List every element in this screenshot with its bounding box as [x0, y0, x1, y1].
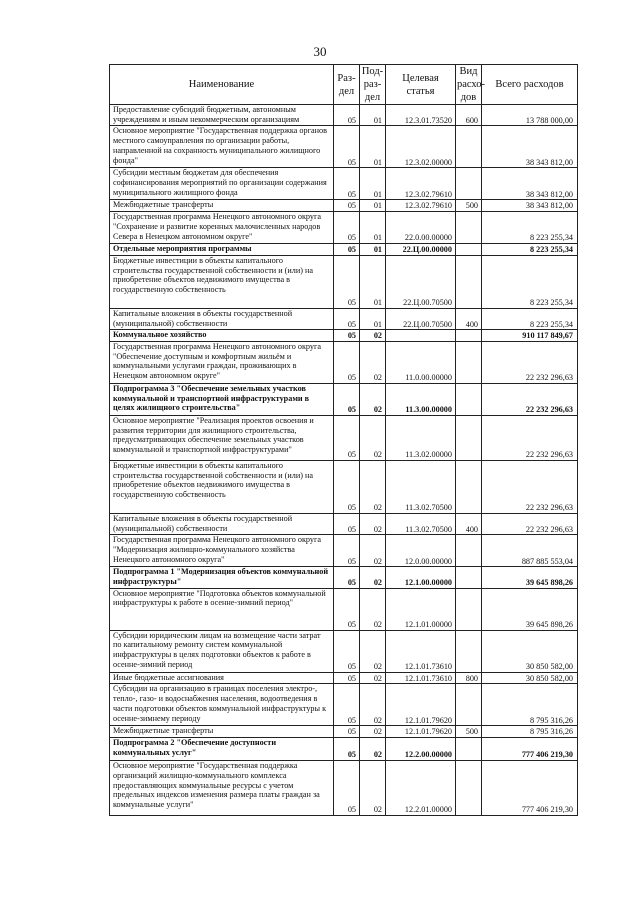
budget-table	[109, 64, 578, 816]
cell-podrazdel: 01	[360, 168, 386, 200]
cell-total: 8 795 316,26	[482, 726, 578, 738]
table-row	[110, 168, 578, 200]
table-row	[110, 126, 578, 168]
table-row	[110, 761, 578, 816]
cell-statya: 12.1.01.79620	[386, 726, 456, 738]
cell-statya: 12.3.02.79610	[386, 200, 456, 212]
cell-razdel: 05	[334, 726, 360, 738]
cell-total: 13 788 000,00	[482, 105, 578, 126]
table-row	[110, 630, 578, 672]
cell-statya	[386, 330, 456, 342]
cell-total: 887 885 553,04	[482, 535, 578, 567]
cell-name: Иные бюджетные ассигнования	[110, 672, 334, 684]
cell-razdel: 05	[334, 761, 360, 816]
cell-razdel: 05	[334, 330, 360, 342]
cell-razdel: 05	[334, 105, 360, 126]
table-row	[110, 672, 578, 684]
cell-podrazdel: 02	[360, 535, 386, 567]
cell-podrazdel: 02	[360, 341, 386, 383]
cell-statya: 12.1.01.73610	[386, 672, 456, 684]
cell-razdel: 05	[334, 630, 360, 672]
cell-vid	[456, 255, 482, 308]
cell-vid	[456, 630, 482, 672]
cell-razdel: 05	[334, 567, 360, 588]
cell-total: 777 406 219,30	[482, 738, 578, 761]
cell-podrazdel: 02	[360, 738, 386, 761]
page-number: 30	[313, 44, 327, 59]
cell-razdel: 05	[334, 738, 360, 761]
cell-vid	[456, 535, 482, 567]
cell-podrazdel: 01	[360, 200, 386, 212]
cell-name: Бюджетные инвестиции в объекты капитального строительства государственной собственности и (или) на приобретение объектов недвижимого имущества в государственную собственность	[110, 460, 334, 513]
cell-statya: 22.0.00.00000	[386, 212, 456, 244]
cell-razdel: 05	[334, 383, 360, 415]
header-statya: Целевая статья	[386, 65, 456, 105]
cell-statya: 12.3.02.79610	[386, 168, 456, 200]
cell-podrazdel: 02	[360, 726, 386, 738]
cell-total: 30 850 582,00	[482, 672, 578, 684]
cell-total: 777 406 219,30	[482, 761, 578, 816]
table-row	[110, 255, 578, 308]
cell-vid	[456, 415, 482, 460]
cell-vid	[456, 738, 482, 761]
cell-podrazdel: 02	[360, 672, 386, 684]
cell-statya: 11.3.02.70500	[386, 460, 456, 513]
cell-razdel: 05	[334, 308, 360, 329]
cell-podrazdel: 01	[360, 126, 386, 168]
cell-statya: 12.2.01.00000	[386, 761, 456, 816]
cell-statya: 12.1.00.00000	[386, 567, 456, 588]
cell-podrazdel: 02	[360, 588, 386, 630]
table-row	[110, 513, 578, 534]
cell-name: Субсидии на организацию в границах поселения электро-, тепло-, газо- и водоснабжения населения, водоотведения в части подготовки объектов коммунальной инфраструктуры к осенне-зимнему периоду	[110, 684, 334, 726]
cell-name: Предоставление субсидий бюджетным, автономным учреждениям и иным некоммерческим организациям	[110, 105, 334, 126]
cell-total: 38 343 812,00	[482, 200, 578, 212]
cell-razdel: 05	[334, 415, 360, 460]
cell-statya: 12.1.01.73610	[386, 630, 456, 672]
table-row	[110, 341, 578, 383]
table-row	[110, 567, 578, 588]
cell-name: Межбюджетные трансферты	[110, 200, 334, 212]
cell-podrazdel: 02	[360, 460, 386, 513]
table-row	[110, 212, 578, 244]
cell-total: 910 117 849,67	[482, 330, 578, 342]
cell-vid: 500	[456, 200, 482, 212]
cell-podrazdel: 02	[360, 330, 386, 342]
cell-statya: 12.1.01.79620	[386, 684, 456, 726]
header-vid: Вид расхо- дов	[457, 66, 486, 103]
cell-vid	[456, 168, 482, 200]
cell-vid	[456, 126, 482, 168]
cell-name: Государственная программа Ненецкого автономного округа "Обеспечение доступным и комфортным жильём и коммунальными услугами граждан, проживающих в Ненецком автономном округе"	[110, 341, 334, 383]
cell-podrazdel: 01	[360, 308, 386, 329]
cell-statya: 11.3.00.00000	[386, 383, 456, 415]
cell-podrazdel: 02	[360, 630, 386, 672]
cell-name: Основное мероприятие "Государственная поддержка органов местного самоуправления по организации работы, направленной на сохранность муниципального жилищного фонда"	[110, 126, 334, 168]
table-row	[110, 738, 578, 761]
cell-name: Отдельные мероприятия программы	[110, 244, 334, 256]
cell-podrazdel: 02	[360, 513, 386, 534]
cell-podrazdel: 02	[360, 383, 386, 415]
cell-statya: 22.Ц.00.00000	[386, 244, 456, 256]
cell-razdel: 05	[334, 341, 360, 383]
cell-vid	[456, 212, 482, 244]
cell-total: 38 343 812,00	[482, 126, 578, 168]
cell-statya: 12.3.01.73520	[386, 105, 456, 126]
cell-podrazdel: 02	[360, 415, 386, 460]
cell-statya: 22.Ц.00.70500	[386, 255, 456, 308]
cell-vid: 400	[456, 308, 482, 329]
table-row	[110, 308, 578, 329]
header-total: Всего расходов	[482, 65, 578, 105]
cell-name: Коммунальное хозяйство	[110, 330, 334, 342]
cell-total: 39 645 898,26	[482, 588, 578, 630]
cell-podrazdel: 02	[360, 567, 386, 588]
cell-statya: 22.Ц.00.70500	[386, 308, 456, 329]
cell-vid: 400	[456, 513, 482, 534]
cell-statya: 12.3.02.00000	[386, 126, 456, 168]
cell-total: 22 232 296,63	[482, 460, 578, 513]
cell-vid	[456, 588, 482, 630]
cell-name: Субсидии юридическим лицам на возмещение части затрат по капитальному ремонту систем коммунальной инфраструктуры в целях подготовки объектов к работе в осенне-зимний период	[110, 630, 334, 672]
table-body	[110, 105, 578, 816]
table-row	[110, 588, 578, 630]
cell-razdel: 05	[334, 588, 360, 630]
cell-total: 8 223 255,34	[482, 212, 578, 244]
table-row	[110, 415, 578, 460]
cell-name: Подпрограмма 2 "Обеспечение доступности коммунальных услуг"	[110, 738, 334, 761]
cell-total: 8 223 255,34	[482, 255, 578, 308]
cell-total: 38 343 812,00	[482, 168, 578, 200]
cell-total: 22 232 296,63	[482, 341, 578, 383]
cell-vid	[456, 684, 482, 726]
cell-total: 8 223 255,34	[482, 308, 578, 329]
cell-total: 22 232 296,63	[482, 415, 578, 460]
cell-razdel: 05	[334, 684, 360, 726]
table-row	[110, 383, 578, 415]
cell-name: Межбюджетные трансферты	[110, 726, 334, 738]
table-row	[110, 726, 578, 738]
table-row	[110, 105, 578, 126]
cell-statya: 11.3.02.70500	[386, 513, 456, 534]
cell-statya: 12.0.00.00000	[386, 535, 456, 567]
cell-total: 22 232 296,63	[482, 513, 578, 534]
cell-razdel: 05	[334, 126, 360, 168]
cell-razdel: 05	[334, 200, 360, 212]
cell-total: 39 645 898,26	[482, 567, 578, 588]
header-razdel: Раз- дел	[334, 65, 360, 105]
cell-vid	[456, 460, 482, 513]
cell-podrazdel: 02	[360, 684, 386, 726]
table-row	[110, 330, 578, 342]
cell-podrazdel: 01	[360, 244, 386, 256]
cell-name: Подпрограмма 1 "Модернизация объектов коммунальной инфраструктуры"	[110, 567, 334, 588]
cell-vid	[456, 567, 482, 588]
cell-name: Государственная программа Ненецкого автономного округа "Модернизация жилищно-коммунального хозяйства Ненецкого автономного округа"	[110, 535, 334, 567]
cell-vid	[456, 341, 482, 383]
cell-razdel: 05	[334, 212, 360, 244]
cell-name: Подпрограмма 3 "Обеспечение земельных участков коммунальной и транспортной инфраструктурами в целях жилищного строительства"	[110, 383, 334, 415]
cell-statya: 12.1.01.00000	[386, 588, 456, 630]
cell-name: Субсидии местным бюджетам для обеспечения софинансирования мероприятий по организации содержания муниципального жилищного фонда	[110, 168, 334, 200]
cell-podrazdel: 01	[360, 212, 386, 244]
header-podrazdel: Под- раз- дел	[360, 65, 386, 105]
cell-statya: 11.0.00.00000	[386, 341, 456, 383]
cell-vid: 600	[456, 105, 482, 126]
cell-statya: 12.2.00.00000	[386, 738, 456, 761]
cell-name: Государственная программа Ненецкого автономного округа "Сохранение и развитие коренных малочисленных народов Севера в Ненецком автономном округе"	[110, 212, 334, 244]
cell-total: 22 232 296,63	[482, 383, 578, 415]
header-name: Наименование	[110, 65, 334, 105]
cell-razdel: 05	[334, 672, 360, 684]
cell-name: Бюджетные инвестиции в объекты капитального строительства государственной собственности и (или) на приобретение объектов недвижимого имущества в государственную собственность	[110, 255, 334, 308]
cell-razdel: 05	[334, 513, 360, 534]
table-row	[110, 200, 578, 212]
cell-vid: 800	[456, 672, 482, 684]
cell-vid	[456, 330, 482, 342]
cell-razdel: 05	[334, 255, 360, 308]
cell-name: Основное мероприятие "Реализация проектов освоения и развития территории для жилищного строительства, предусматривающих обеспечение земельных участков коммунальной и транспортной инфраструктурами"	[110, 415, 334, 460]
cell-podrazdel: 02	[360, 761, 386, 816]
cell-statya: 11.3.02.00000	[386, 415, 456, 460]
cell-podrazdel: 01	[360, 105, 386, 126]
cell-total: 8 223 255,34	[482, 244, 578, 256]
table-row	[110, 244, 578, 256]
cell-total: 30 850 582,00	[482, 630, 578, 672]
header-row	[110, 65, 578, 105]
table-row	[110, 535, 578, 567]
cell-razdel: 05	[334, 460, 360, 513]
cell-razdel: 05	[334, 535, 360, 567]
cell-name: Капитальные вложения в объекты государственной (муниципальной) собственности	[110, 308, 334, 329]
cell-name: Основное мероприятие "Подготовка объектов коммунальной инфраструктуры к работе в осенне-зимний период"	[110, 588, 334, 630]
table-row	[110, 460, 578, 513]
cell-vid	[456, 761, 482, 816]
cell-razdel: 05	[334, 168, 360, 200]
cell-vid	[456, 383, 482, 415]
cell-podrazdel: 01	[360, 255, 386, 308]
table-row	[110, 684, 578, 726]
cell-razdel: 05	[334, 244, 360, 256]
cell-name: Капитальные вложения в объекты государственной (муниципальной) собственности	[110, 513, 334, 534]
cell-total: 8 795 316,26	[482, 684, 578, 726]
cell-vid	[456, 244, 482, 256]
cell-name: Основное мероприятие "Государственная поддержка организаций жилищно-коммунального комплекса предоставляющих коммунальные ресурсы с учетом предельных индексов изменения размера платы граждан за коммунальные услуги"	[110, 761, 334, 816]
cell-vid: 500	[456, 726, 482, 738]
